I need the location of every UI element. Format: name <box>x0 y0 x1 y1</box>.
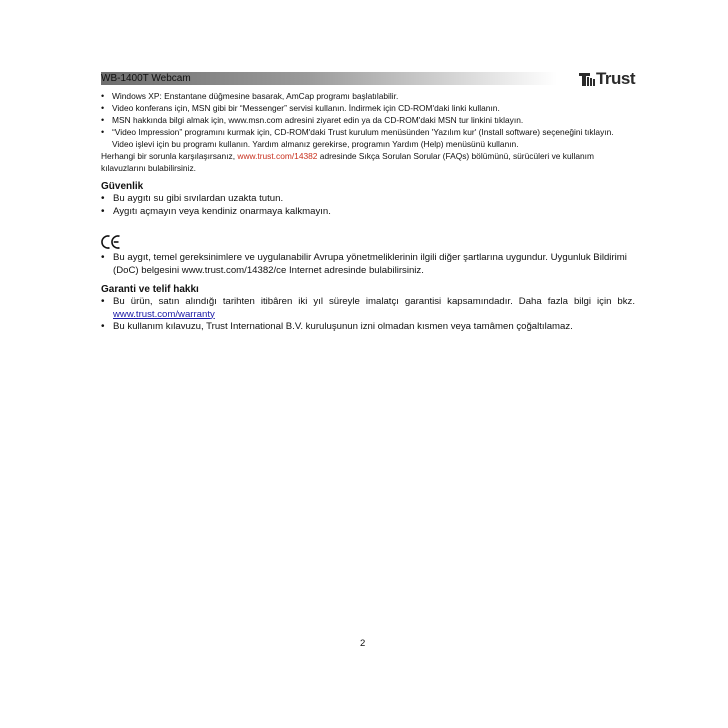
safety-title: Güvenlik <box>101 181 144 192</box>
warranty-title: Garanti ve telif hakkı <box>101 284 199 295</box>
page-header <box>101 70 635 86</box>
warranty-item <box>101 296 635 321</box>
intro-list <box>101 90 635 150</box>
ce-mark-icon <box>101 232 121 252</box>
faq-text-before: Herhangi bir sorunla karşılaşırsanız, <box>101 151 238 161</box>
trust-logo-icon <box>579 73 595 86</box>
safety-list <box>101 193 635 218</box>
ce-item: • Bu aygıt, temel gereksinimlere ve uygulanabilir Avrupa yönetmeliklerinin ilgili diğer şartlarına uygundur. Uygunluk Bildirimi (DoC) belgesini www.trust.com/14382/ce Internet adresinde bulabilirsiniz. <box>101 252 635 277</box>
warranty-list <box>101 296 635 334</box>
faq-link[interactable]: www.trust.com/14382 <box>237 151 318 161</box>
intro-item: • MSN hakkında bilgi almak için, www.msn.com adresini ziyaret edin ya da CD-ROM'daki MSN tur linkini tıklayın. <box>101 114 635 126</box>
document-page <box>101 70 635 334</box>
faq-text-after: adresinde Sıkça Sorulan Sorular (FAQs) bölümünü, sürücüleri ve kullanım kılavuzlarını bulabilirsiniz. <box>101 151 594 173</box>
page-number: 2 <box>360 638 366 649</box>
ce-list <box>101 252 635 277</box>
safety-item: • Aygıtı açmayın veya kendiniz onarmaya kalkmayın. <box>101 206 635 219</box>
intro-item: • Video konferans için, MSN gibi bir “Messenger” servisi kullanın. İndirmek için CD-ROM'daki linki kullanın. <box>101 102 635 114</box>
intro-item: • Windows XP: Enstantane düğmesine basarak, AmCap programı başlatılabilir. <box>101 90 635 102</box>
trust-logo-text: Trust <box>595 69 635 88</box>
trust-logo <box>579 70 635 88</box>
faq-paragraph <box>101 150 635 174</box>
header-title: WB-1400T Webcam <box>101 73 191 84</box>
intro-item: • “Video Impression” programını kurmak için, CD-ROM'daki Trust kurulum menüsünden 'Yazılım kur' (Install software) seçeneğini tıklayın. Video işlevi için bu programı kullanın. Yardım almanız gerekirse, programın Yardım (Help) menüsünü kullanın. <box>101 126 635 150</box>
warranty-link[interactable]: www.trust.com/warranty <box>113 308 215 320</box>
warranty-item-text: Bu ürün, satın alındığı tarihten itibâren iki yıl süreyle imalatçı garantisi kapsamındadır. Daha fazla bilgi için bkz. <box>113 296 635 307</box>
warranty-item: • Bu kullanım kılavuzu, Trust International B.V. kuruluşunun izni olmadan kısmen veya tamâmen çoğaltılamaz. <box>101 321 635 334</box>
safety-item: • Bu aygıtı su gibi sıvılardan uzakta tutun. <box>101 193 635 206</box>
